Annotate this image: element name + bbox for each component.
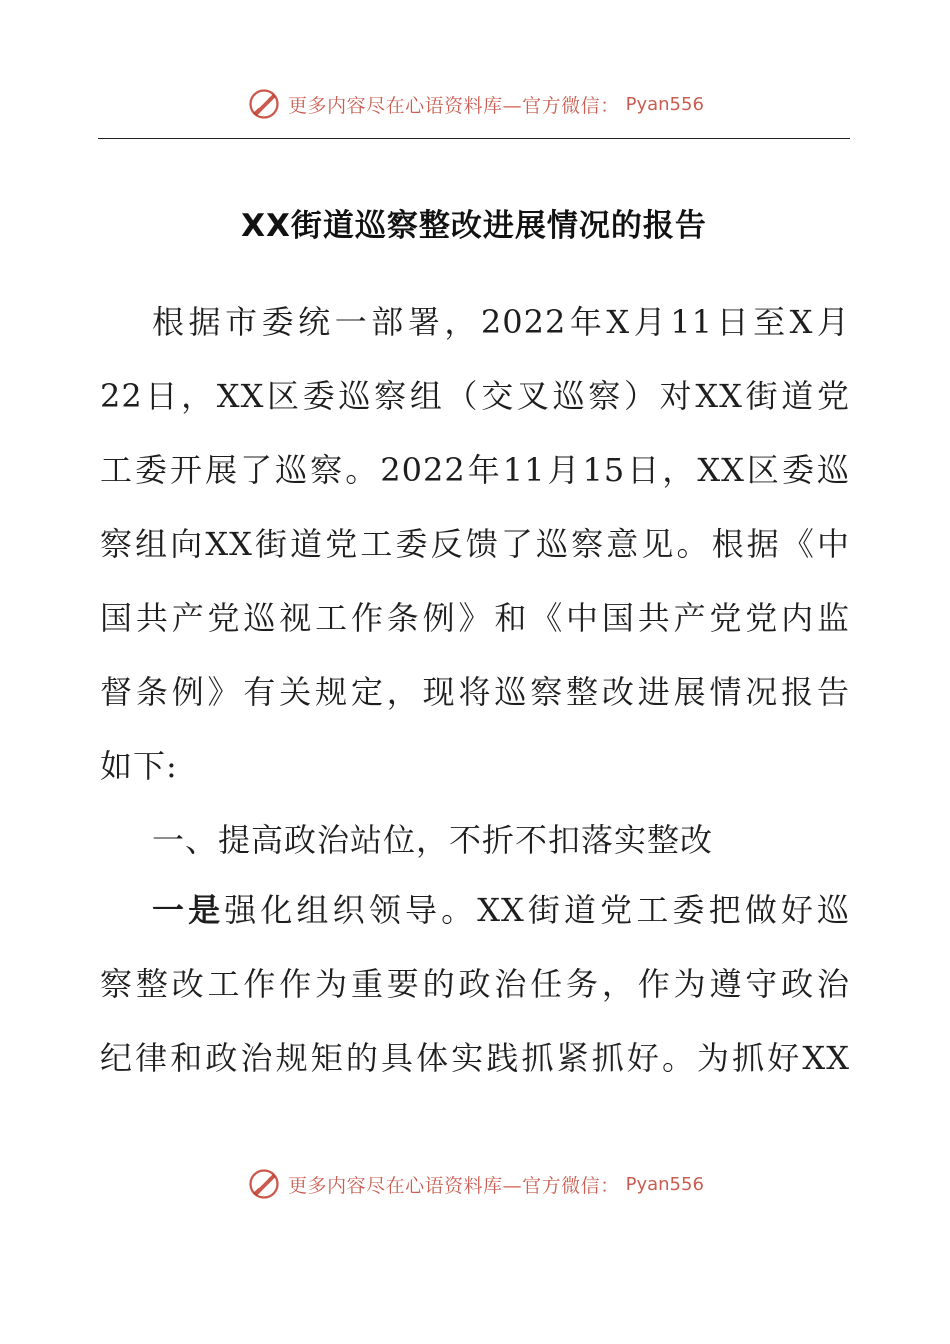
paragraph-line-rest: 强化组织领导。XX街道党工委把做好巡 bbox=[224, 891, 850, 929]
paragraph-line: 国共产党巡视工作条例》和《中国共产党党内监 bbox=[100, 599, 850, 637]
header-divider bbox=[98, 138, 850, 139]
footer-banner-content bbox=[246, 1166, 704, 1202]
header-banner bbox=[0, 82, 950, 126]
paragraph-line-with-lead bbox=[152, 884, 850, 936]
header-banner-text: 更多内容尽在心语资料库—官方微信： bbox=[288, 94, 620, 117]
header-banner-wechat-id: Pyan556 bbox=[625, 93, 704, 115]
paragraph-line: 督条例》有关规定，现将巡察整改进展情况报告 bbox=[100, 673, 850, 711]
document-title: XX街道巡察整改进展情况的报告 bbox=[241, 208, 707, 244]
paragraph-line: 察整改工作作为重要的政治任务，作为遵守政治 bbox=[100, 965, 850, 1003]
footer-banner bbox=[0, 1162, 950, 1206]
section-heading: 一、提高政治站位，不折不扣落实整改 bbox=[152, 821, 714, 859]
footer-banner-text: 更多内容尽在心语资料库—官方微信： bbox=[288, 1174, 620, 1197]
bold-lead-text: 一是 bbox=[152, 891, 225, 929]
paragraph-line: 纪律和政治规矩的具体实践抓紧抓好。为抓好XX bbox=[100, 1039, 850, 1077]
quill-seal-icon bbox=[246, 86, 282, 122]
paragraph-line: 根据市委统一部署，2022年X月11日至X月 bbox=[152, 303, 850, 341]
quill-seal-icon bbox=[246, 1166, 282, 1202]
footer-banner-wechat-id: Pyan556 bbox=[625, 1173, 704, 1195]
paragraph-line: 22日，XX区委巡察组（交叉巡察）对XX街道党 bbox=[100, 377, 850, 415]
header-banner-content bbox=[246, 86, 704, 122]
paragraph-line: 察组向XX街道党工委反馈了巡察意见。根据《中 bbox=[100, 525, 850, 563]
paragraph-line: 工委开展了巡察。2022年11月15日，XX区委巡 bbox=[100, 451, 850, 489]
paragraph-line: 如下: bbox=[100, 747, 178, 785]
